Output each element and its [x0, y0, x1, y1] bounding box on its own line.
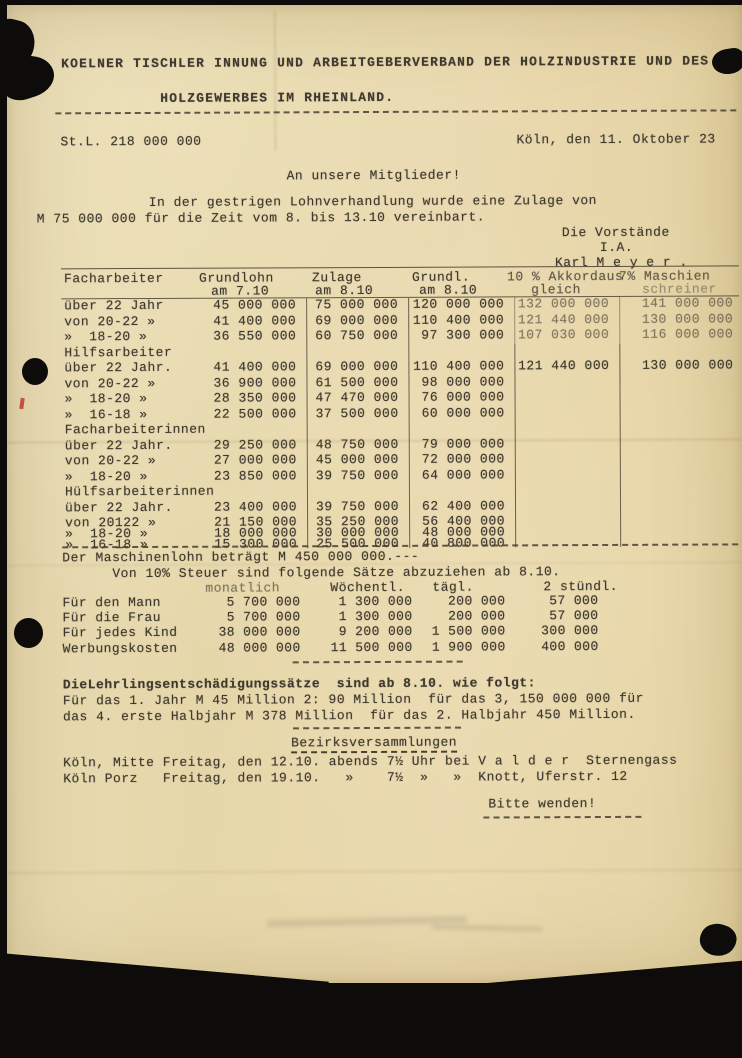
- tax-table-cell: 57 000: [549, 608, 599, 624]
- wage-table-cell: [307, 484, 409, 500]
- wage-table-cell: [620, 513, 738, 525]
- wage-table-cell: 41 400 000: [213, 359, 297, 375]
- row-label: von 20-22 »: [64, 452, 157, 469]
- wage-table-cell: 75 000 000: [306, 298, 408, 314]
- fold-crease: [274, 10, 277, 150]
- wage-table-cell: [619, 374, 737, 390]
- punch-hole: [14, 618, 43, 648]
- section-label: Hilfsarbeiter: [64, 344, 173, 360]
- wage-table-rows: [61, 295, 740, 553]
- wage-table-cell: 132 000 000: [514, 297, 619, 313]
- wage-table-cell: 30 000 000: [307, 526, 409, 537]
- apprentice-line1: DieLehrlingsentschädigungssätze sind ab 8.10. wie folgt:: [62, 675, 537, 693]
- tax-header-daily: tägl.: [432, 579, 474, 595]
- wage-table-cell: [515, 390, 620, 406]
- wage-table-cell: 36 550 000: [213, 328, 297, 344]
- tax-row-label: Für jedes Kind: [62, 625, 178, 641]
- letterhead-line1: KOELNER TISCHLER INNUNG UND ARBEITGEBERVERBAND DER HOLZINDUSTRIE UND DES: [61, 53, 710, 72]
- wage-table-cell: [515, 405, 620, 421]
- wage-table-cell: 130 000 000: [619, 358, 737, 374]
- wage-table-cell: [515, 498, 620, 514]
- wage-table-column-subheader: am 8.10: [419, 282, 478, 298]
- wage-table-cell: 45 000 000: [307, 453, 409, 469]
- turn-over-underline: [483, 816, 641, 819]
- tax-table-cell: 5 700 000: [226, 594, 301, 610]
- tax-row-label: Werbungskosten: [62, 640, 178, 656]
- wage-table-cell: 141 000 000: [619, 296, 737, 312]
- body-line1: In der gestrigen Lohnverhandlung wurde eine Zulage von: [148, 193, 598, 210]
- tax-header-2hourly: 2 stündl.: [543, 578, 619, 595]
- tax-table-cell: 57 000: [549, 593, 599, 609]
- tax-table-cell: 1 300 000: [338, 593, 413, 610]
- wage-table-cell: 27 000 000: [213, 452, 297, 468]
- row-label: » 18-20 »: [64, 328, 148, 345]
- wage-table-cell: 69 000 000: [306, 313, 408, 329]
- wage-table-cell: 61 500 000: [306, 375, 408, 391]
- row-label: von 20-22 »: [64, 375, 156, 391]
- wage-table-cell: [514, 343, 619, 359]
- wage-table-cell: 116 000 000: [619, 327, 737, 343]
- tax-row-label: Für den Mann: [62, 594, 161, 611]
- wage-table-cell: [408, 344, 514, 360]
- document-page: [7, 5, 742, 983]
- tax-table-cell: 1 500 000: [431, 623, 506, 640]
- wage-table-cell: 36 900 000: [213, 374, 297, 391]
- wage-table-column-subheader: am 8.10: [315, 282, 374, 299]
- wage-table-cell: 18 000 000: [214, 525, 298, 541]
- dateline: Köln, den 11. Oktober 23: [516, 131, 716, 148]
- body-line2: M 75 000 000 für die Zeit vom 8. bis 13.10 vereinbart.: [36, 209, 486, 227]
- tax-table-cell: 1 300 000: [338, 609, 413, 625]
- wage-table-cell: 60 750 000: [306, 329, 408, 345]
- wage-table-cell: [515, 483, 620, 499]
- tax-table-cell: 11 500 000: [330, 639, 413, 655]
- wage-table-cell: 72 000 000: [409, 452, 515, 468]
- wage-table-cell: 121 440 000: [514, 312, 619, 328]
- wage-table-column-header: Zulage: [311, 270, 362, 286]
- wage-table-cell: 25 500 000: [307, 537, 409, 548]
- row-label: » 16-18 »: [64, 406, 148, 422]
- fold-crease: [7, 868, 742, 874]
- wage-table-cell: 130 000 000: [619, 312, 737, 328]
- reference-number: St.L. 218 000 000: [60, 133, 202, 150]
- wage-table-cell: 35 250 000: [307, 515, 409, 526]
- wage-table-cell: 120 000 000: [408, 297, 514, 313]
- apprentice-line3: das 4. erste Halbjahr M 378 Million für das 2. Halbjahr 450 Million.: [62, 706, 636, 725]
- row-label: über 22 Jahr.: [64, 359, 173, 376]
- row-label: » 18-20 »: [65, 525, 149, 542]
- section-label: Facharbeiterinnen: [64, 421, 206, 438]
- tax-row-label: Für die Frau: [62, 610, 161, 626]
- wage-table-cell: [306, 344, 408, 360]
- wage-table-header: [61, 265, 739, 299]
- wage-table-cell: 23 400 000: [213, 498, 298, 515]
- wage-table-cell: 48 750 000: [307, 437, 409, 453]
- tax-table-cell: 5 700 000: [226, 609, 301, 625]
- row-label: über 22 Jahr: [64, 297, 164, 314]
- wage-table-cell: [515, 421, 620, 437]
- wage-table-cell: 28 350 000: [213, 390, 297, 406]
- wage-table-cell: 22 500 000: [213, 405, 297, 422]
- wage-table-cell: 45 000 000: [213, 297, 297, 313]
- tax-section-divider: [293, 661, 463, 664]
- signature-board: Die Vorstände: [561, 224, 670, 241]
- wage-table-cell: [620, 420, 738, 436]
- backdrop-bottom-strip: [0, 986, 742, 1000]
- wage-table-cell: [515, 452, 620, 468]
- wage-table-cell: 107 030 000: [514, 328, 619, 344]
- wage-table-cell: 69 000 000: [306, 360, 408, 376]
- wage-table-cell: 98 000 000: [408, 375, 514, 391]
- wage-table-cell: [515, 514, 620, 525]
- apprentice-line2: Für das 1. Jahr M 45 Million 2: 90 Million für das 3, 150 000 000 für: [62, 690, 644, 709]
- tax-table-cell: 200 000: [447, 593, 506, 609]
- wage-table-cell: [197, 484, 307, 500]
- row-label: » 18-20 »: [64, 390, 148, 407]
- tax-table-row: [63, 639, 599, 657]
- row-label: » 18-20 »: [64, 468, 148, 484]
- wage-table-cell: [620, 467, 738, 483]
- wage-table-cell: [515, 467, 620, 483]
- wage-table-cell: [515, 525, 620, 536]
- tax-table-cell: 9 200 000: [338, 624, 413, 640]
- wage-table-cell: 21 150 000: [214, 514, 298, 530]
- wage-table-cell: [620, 524, 738, 536]
- signature-name: Karl M e y e r .: [554, 254, 688, 271]
- row-label: » 16-18 »: [65, 536, 149, 553]
- wage-table-cell: 60 000 000: [409, 406, 515, 422]
- wage-table-cell: 48 000 000: [409, 525, 515, 536]
- wage-table-cell: 23 850 000: [213, 467, 297, 484]
- wage-table-cell: 15 300 000: [214, 536, 298, 552]
- meetings-line1: Köln, Mitte Freitag, den 12.10. abends 7½ Uhr bei V a l d e r Sternengass: [63, 752, 678, 771]
- row-label: von 20122 »: [65, 514, 157, 531]
- wage-table-column-header: Grundl.: [411, 269, 471, 285]
- tax-table-cell: 1 900 000: [431, 638, 506, 655]
- wage-table-cell: [620, 451, 738, 467]
- meetings-title: Bezirksversammlungen: [291, 735, 457, 754]
- wage-table: [61, 265, 740, 553]
- salutation: An unsere Mitglieder!: [286, 167, 461, 184]
- wage-table-column-header: 10 % Akkordaus: [506, 268, 624, 285]
- wage-table-cell: [197, 422, 307, 438]
- wage-table-cell: 121 440 000: [514, 359, 619, 375]
- pencil-smudge: [432, 924, 542, 931]
- wage-table-cell: 79 000 000: [409, 437, 515, 453]
- wage-table-cell: 110 400 000: [408, 313, 514, 329]
- wage-table-cell: 47 470 000: [307, 391, 409, 407]
- wage-table-cell: 64 000 000: [409, 468, 515, 484]
- letterhead-line2: HOLZGEWERBES IM RHEINLAND.: [160, 89, 395, 106]
- wage-table-cell: [409, 421, 515, 437]
- apprentice-divider: [293, 727, 461, 730]
- tax-header-weekly: Wöchentl.: [330, 579, 406, 596]
- meetings-line2: Köln Porz Freitag, den 19.10. » 7½ » » Knott, Uferstr. 12: [63, 768, 628, 787]
- tax-table-cell: 400 000: [541, 638, 599, 654]
- tax-table-cell: 300 000: [541, 623, 599, 639]
- tax-table-cell: 200 000: [448, 608, 506, 624]
- wage-table-cell: 110 400 000: [408, 359, 514, 375]
- wage-table-cell: [620, 405, 738, 421]
- punch-hole: [22, 358, 48, 385]
- wage-table-cell: [620, 482, 738, 498]
- wage-table-cell: [620, 389, 738, 405]
- wage-table-column-subheader: am 7.10: [211, 283, 270, 299]
- row-label: über 22 Jahr.: [64, 437, 173, 453]
- wage-table-cell: [409, 483, 515, 499]
- wage-table-column-subheader: schreiner: [642, 281, 717, 297]
- turn-over-note: Bitte wenden!: [488, 796, 597, 812]
- tax-header-monthly: monatlich: [205, 580, 281, 596]
- wage-table-cell: 62 400 000: [409, 499, 515, 515]
- wage-table-cell: [514, 374, 619, 390]
- wage-table-cell: 40 800 000: [409, 536, 515, 547]
- wage-table-cell: 41 400 000: [213, 312, 297, 329]
- signature-ia: I.A.: [599, 239, 634, 255]
- wage-table-column-header: 7% Maschien: [618, 268, 711, 284]
- wage-table-column-header: Grundlohn: [198, 270, 274, 286]
- wage-table-cell: 39 750 000: [307, 468, 409, 484]
- wage-table-cell: 39 750 000: [307, 499, 409, 515]
- wage-table-column-subheader: gleich: [531, 282, 581, 298]
- tax-table-rows: [62, 593, 598, 656]
- letterhead-divider: [55, 109, 736, 114]
- wage-table-cell: 76 000 000: [409, 390, 515, 406]
- wage-table-cell: 37 500 000: [307, 406, 409, 422]
- wage-table-cell: 97 300 000: [408, 328, 514, 344]
- wage-table-cell: 56 400 000: [409, 514, 515, 525]
- tax-table-cell: 38 000 000: [218, 624, 301, 641]
- wage-table-row: [61, 327, 739, 345]
- row-label: über 22 Jahr.: [64, 499, 173, 515]
- tax-table-cell: 48 000 000: [218, 639, 301, 656]
- wage-table-column-header: Facharbeiter: [63, 270, 164, 287]
- wage-table-cell: [307, 422, 409, 438]
- document-content: [7, 5, 742, 983]
- row-label: von 20-22 »: [64, 313, 156, 329]
- tax-intro: Von 10% Steuer sind folgende Sätze abzuziehen ab 8.10.: [112, 564, 561, 582]
- machine-wage-line: Der Maschinenlohn beträgt M 450 000 000.---: [62, 548, 420, 566]
- wage-table-cell: [620, 498, 738, 514]
- section-label: Hülfsarbeiterinnen: [64, 483, 215, 500]
- wage-table-cell: 29 250 000: [213, 436, 297, 453]
